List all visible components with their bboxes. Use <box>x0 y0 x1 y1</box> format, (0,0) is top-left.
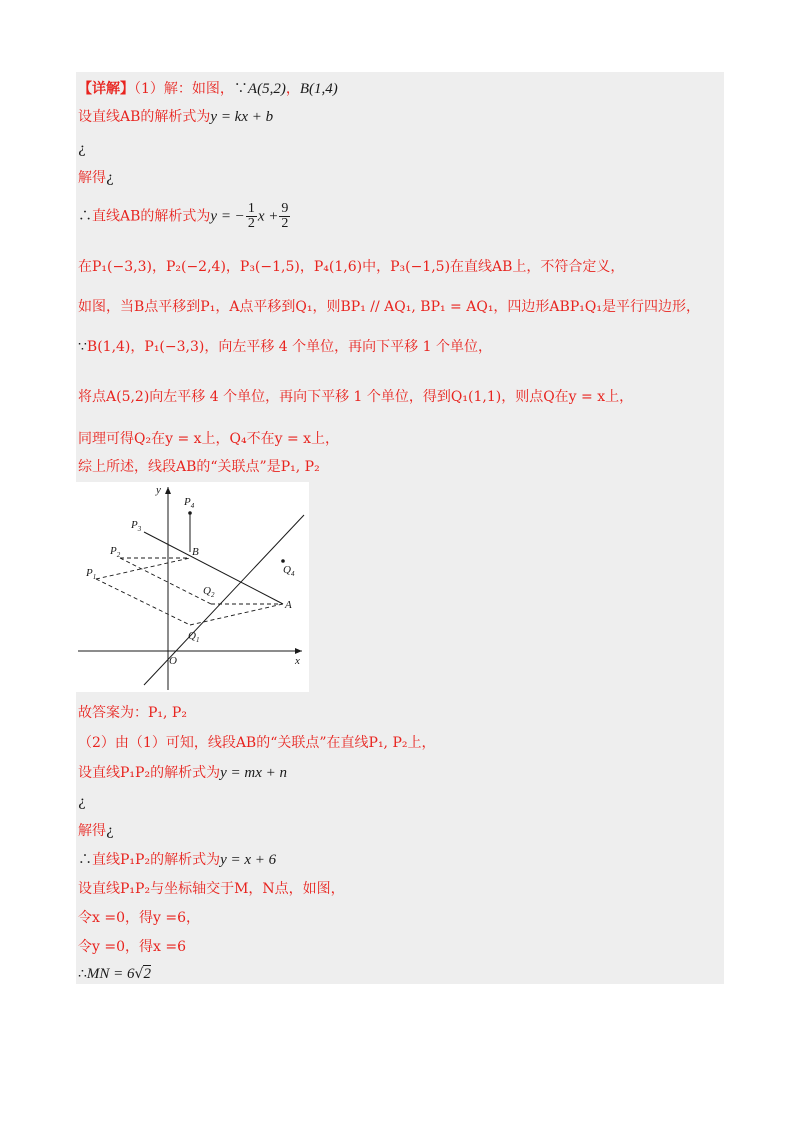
coordinate-figure <box>76 482 309 692</box>
fraction-one-half: $\frac{1}{2}$ <box>247 201 255 231</box>
y-axis-arrow <box>165 487 171 494</box>
y-zero-line: 令y =0，得x =6 <box>78 939 186 955</box>
dash-q1-a <box>190 604 283 625</box>
label-p4: $P_4$ <box>184 496 195 510</box>
move-line: ∵B(1,4)，P₁(−3,3)，向左平移 4 个单位，再向下平移 1 个单位， <box>78 339 492 355</box>
answer-line: 故答案为：P₁, P₂ <box>78 705 187 721</box>
ab-result-line: ∴直线AB的解析式为y = − $\frac{1}{2}$ x + $\frac{9}{2}$ <box>78 201 289 231</box>
label-a: A <box>285 599 292 611</box>
point-a: A(5,2) <box>247 81 286 97</box>
system-placeholder-2: ¿ <box>78 794 86 810</box>
points-check-line: 在P₁(−3,3)，P₂(−2,4)，P₃(−1,5)，P₄(1,6)中，P₃(−1,5)在直线AB上，不符合定义， <box>78 259 625 275</box>
point-b: B(1,4) <box>299 81 338 97</box>
label-p1: $P_1$ <box>86 567 97 581</box>
x-zero-line: 令x =0，得y =6， <box>78 910 200 926</box>
label-q4: $Q_4$ <box>283 564 295 578</box>
label-y: y <box>156 484 161 496</box>
point-q4 <box>281 559 285 563</box>
part2-intro: （2）由（1）可知，线段AB的“关联点”在直线P₁, P₂上， <box>78 735 436 751</box>
set-line-p1p2: 设直线P₁P₂的解析式为y = mx + n <box>78 765 287 781</box>
detail-tag: 【详解】 <box>78 81 134 97</box>
detail-header: 【详解】（1）解：如图，∵A(5,2)，B(1,4) <box>78 81 338 97</box>
label-p3: $P_3$ <box>131 519 142 533</box>
part-number: （1） <box>134 81 164 97</box>
dash-p2-q2 <box>120 558 211 604</box>
p1p2-result-line: ∴直线P₁P₂的解析式为y = x + 6 <box>78 852 277 868</box>
dash-p1-b <box>96 558 190 579</box>
set-line-ab: 设直线AB的解析式为y = kx + b <box>78 109 274 125</box>
label-p2: $P_2$ <box>110 545 121 559</box>
label-origin: O <box>169 655 177 667</box>
fraction-nine-half: $\frac{9}{2}$ <box>281 201 289 231</box>
label-q2: $Q_2$ <box>203 585 215 599</box>
axes-intersect-line: 设直线P₁P₂与坐标轴交于M，N点，如图， <box>78 881 345 897</box>
label-q1: $Q_1$ <box>188 630 200 644</box>
translate-line: 如图，当B点平移到P₁，A点平移到Q₁，则BP₁ // AQ₁, BP₁ = AQ₁，四边形ABP₁Q₁是平行四边形， <box>78 299 700 315</box>
label-b: B <box>192 546 199 558</box>
same-line: 同理可得Q₂在y = x上，Q₄不在y = x上， <box>78 431 340 447</box>
summary-line: 综上所述，线段AB的“关联点”是P₁, P₂ <box>78 459 320 475</box>
label-x: x <box>295 655 300 667</box>
solve-label-2: 解得¿ <box>78 823 114 839</box>
dash-p1-q1 <box>96 579 190 625</box>
x-axis-arrow <box>295 648 302 654</box>
mn-result-line: ∴MN = 6√2 <box>78 966 151 982</box>
solve-label: 解得¿ <box>78 170 114 186</box>
sqrt-sign: √ <box>134 966 144 982</box>
q1-line: 将点A(5,2)向左平移 4 个单位，再向下平移 1 个单位，得到Q₁(1,1)，则点Q在y = x上， <box>78 389 634 405</box>
point-p4 <box>188 511 192 515</box>
system-placeholder: ¿ <box>78 141 86 157</box>
